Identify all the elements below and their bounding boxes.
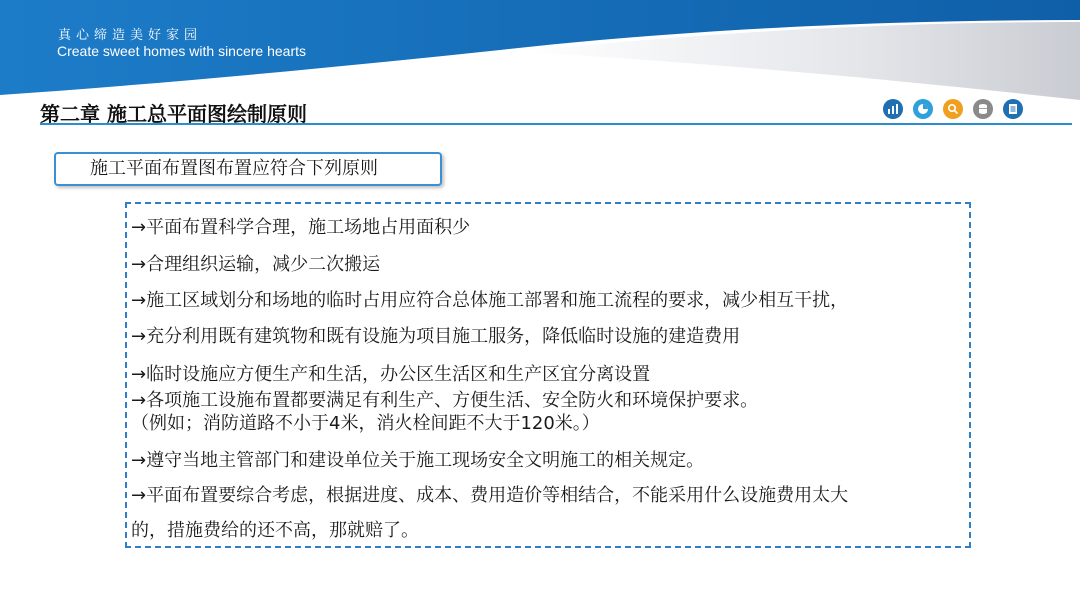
pie-chart-icon[interactable]	[913, 99, 933, 119]
rule-item: →平面布置科学合理，施工场地占用面积少	[131, 217, 471, 238]
rule-item: →各项施工设施布置都要满足有利生产、方便生活、安全防火和环境保护要求。	[131, 390, 759, 411]
rule-item: →合理组织运输，减少二次搬运	[131, 254, 381, 275]
tagline-chinese: 真心缔造美好家园	[58, 28, 203, 43]
database-icon[interactable]	[973, 99, 993, 119]
toolbar	[883, 99, 1023, 119]
rule-item: →施工区域划分和场地的临时占用应符合总体施工部署和施工流程的要求，减少相互干扰，	[131, 290, 849, 311]
document-icon[interactable]	[1003, 99, 1023, 119]
rule-item: →平面布置要综合考虑，根据进度、成本、费用造价等相结合，不能采用什么设施费用太大	[131, 485, 849, 506]
rule-item: （例如；消防道路不小于4米，消火栓间距不大于120米。）	[131, 413, 600, 434]
rule-item: 的，措施费给的还不高，那就赔了。	[131, 520, 419, 541]
title-underline	[40, 123, 1072, 125]
tagline-english: Create sweet homes with sincere hearts	[57, 43, 306, 59]
rule-item: →遵守当地主管部门和建设单位关于施工现场安全文明施工的相关规定。	[131, 450, 705, 471]
search-icon[interactable]	[943, 99, 963, 119]
bar-chart-icon[interactable]	[883, 99, 903, 119]
rule-item: →充分利用既有建筑物和既有设施为项目施工服务，降低临时设施的建造费用	[131, 326, 741, 347]
rule-item: →临时设施应方便生产和生活，办公区生活区和生产区宜分离设置	[131, 364, 651, 385]
section-heading-box: 施工平面布置图布置应符合下列原则	[54, 152, 442, 186]
chapter-title: 第二章 施工总平面图绘制原则	[40, 102, 307, 126]
